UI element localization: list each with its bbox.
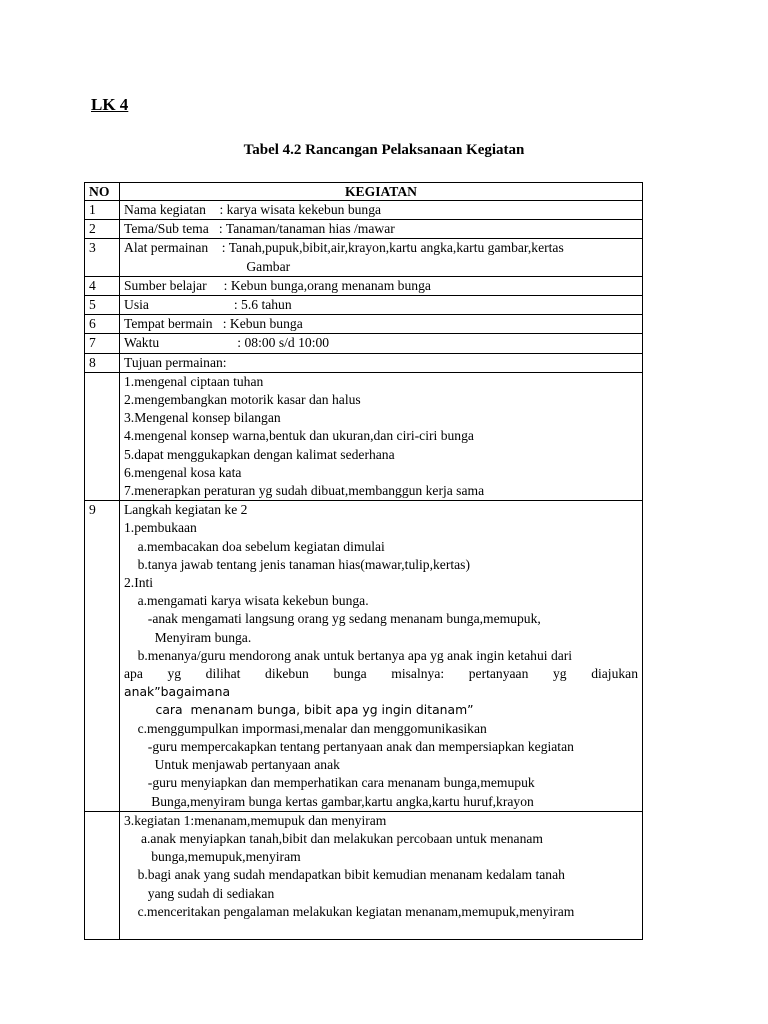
cell-line: Bunga,menyiram bunga kertas gambar,kartu angka,kartu huruf,krayon xyxy=(124,793,534,809)
cell-line: b.tanya jawab tentang jenis tanaman hias(mawar,tulip,kertas) xyxy=(124,556,470,572)
table-row xyxy=(85,296,643,315)
cell-line: Usia : 5.6 tahun xyxy=(124,297,292,313)
table-row xyxy=(85,353,643,372)
table-row xyxy=(85,501,643,811)
row-number xyxy=(85,811,120,939)
cell-line: Sumber belajar : Kebun bunga,orang menanam bunga xyxy=(124,277,431,293)
row-kegiatan xyxy=(120,811,643,939)
cell-line: 3.kegiatan 1:menanam,memupuk dan menyiram xyxy=(124,812,387,828)
cell-line: 7.menerapkan peraturan yg sudah dibuat,membanggun kerja sama xyxy=(124,483,485,499)
cell-line: Tempat bermain : Kebun bunga xyxy=(124,316,303,332)
row-kegiatan xyxy=(120,296,643,315)
cell-line: 1.mengenal ciptaan tuhan xyxy=(124,373,264,389)
row-number xyxy=(85,372,120,500)
cell-spacer xyxy=(124,921,638,939)
header-no: NO xyxy=(85,183,120,201)
row-kegiatan xyxy=(120,220,643,239)
table-row xyxy=(85,276,643,295)
cell-line: a.anak menyiapkan tanah,bibit dan melakukan percobaan untuk menanam xyxy=(124,830,543,846)
cell-line: a.membacakan doa sebelum kegiatan dimulai xyxy=(124,538,385,554)
header-kegiatan: KEGIATAN xyxy=(120,183,643,201)
cell-line: -guru menyiapkan dan memperhatikan cara menanam bunga,memupuk xyxy=(124,775,535,791)
row-kegiatan xyxy=(120,315,643,334)
cell-line: -anak mengamati langsung orang yg sedang menanam bunga,memupuk, xyxy=(124,611,541,627)
cell-line: 2.Inti xyxy=(124,575,154,591)
row-kegiatan xyxy=(120,372,643,500)
row-kegiatan xyxy=(120,239,643,276)
cell-line: b.menanya/guru mendorong anak untuk bertanya apa yg anak ingin ketahui dari xyxy=(124,647,573,663)
cell-line: c.menggumpulkan impormasi,menalar dan menggomunikasikan xyxy=(124,720,487,736)
cell-line: 4.mengenal konsep warna,bentuk dan ukuran,dan ciri-ciri bunga xyxy=(124,428,474,444)
cell-line: anak”bagaimana xyxy=(124,684,231,700)
cell-line: 3.Mengenal konsep bilangan xyxy=(124,410,281,426)
table-row xyxy=(85,372,643,500)
table-row xyxy=(85,334,643,353)
cell-line: 6.mengenal kosa kata xyxy=(124,464,242,480)
row-number: 3 xyxy=(85,239,120,276)
table-row xyxy=(85,811,643,939)
cell-line: Untuk menjawab pertanyaan anak xyxy=(124,757,340,773)
row-number: 6 xyxy=(85,315,120,334)
cell-line: Nama kegiatan : karya wisata kekebun bunga xyxy=(124,202,382,217)
table-row xyxy=(85,315,643,334)
cell-line: Menyiram bunga. xyxy=(124,629,252,645)
cell-line: -guru mempercakapkan tentang pertanyaan anak dan mempersiapkan kegiatan xyxy=(124,738,574,754)
row-kegiatan xyxy=(120,201,643,220)
cell-line: 2.mengembangkan motorik kasar dan halus xyxy=(124,392,361,408)
row-kegiatan xyxy=(120,276,643,295)
cell-line: 5.dapat menggukapkan dengan kalimat sederhana xyxy=(124,446,395,462)
cell-line: Alat permainan : Tanah,pupuk,bibit,air,krayon,kartu angka,kartu gambar,kertas xyxy=(124,240,564,256)
cell-line: yang sudah di sediakan xyxy=(124,885,275,901)
cell-line: Langkah kegiatan ke 2 xyxy=(124,502,248,518)
worksheet-heading: LK 4 xyxy=(91,95,129,114)
cell-line: Gambar xyxy=(124,258,291,274)
cell-line: 1.pembukaan xyxy=(124,520,197,536)
table-row xyxy=(85,220,643,239)
cell-line: Waktu : 08:00 s/d 10:00 xyxy=(124,335,330,351)
cell-line: cara menanam bunga, bibit apa yg ingin ditanam” xyxy=(124,702,474,718)
activity-plan-table xyxy=(84,182,643,940)
cell-line: a.mengamati karya wisata kekebun bunga. xyxy=(124,593,369,609)
row-number: 9 xyxy=(85,501,120,811)
cell-line: b.bagi anak yang sudah mendapatkan bibit kemudian menanam kedalam tanah xyxy=(124,867,565,883)
row-number: 7 xyxy=(85,334,120,353)
row-number: 1 xyxy=(85,201,120,220)
table-row xyxy=(85,201,643,220)
row-number: 5 xyxy=(85,296,120,315)
row-number: 2 xyxy=(85,220,120,239)
cell-line: Tema/Sub tema : Tanaman/tanaman hias /mawar xyxy=(124,221,395,237)
row-kegiatan xyxy=(120,334,643,353)
row-number: 4 xyxy=(85,276,120,295)
row-kegiatan xyxy=(120,501,643,811)
table-caption: Tabel 4.2 Rancangan Pelaksanaan Kegiatan xyxy=(243,142,525,158)
row-kegiatan xyxy=(120,353,643,372)
row-number: 8 xyxy=(85,353,120,372)
cell-line: apa yg dilihat dikebun bunga misalnya: pertanyaan yg diajukan xyxy=(124,666,638,682)
table-row xyxy=(85,239,643,276)
cell-line: c.menceritakan pengalaman melakukan kegiatan menanam,memupuk,menyiram xyxy=(124,903,575,919)
table-header-row xyxy=(85,183,643,201)
cell-line: Tujuan permainan: xyxy=(124,354,227,370)
cell-line: bunga,memupuk,menyiram xyxy=(124,849,301,865)
